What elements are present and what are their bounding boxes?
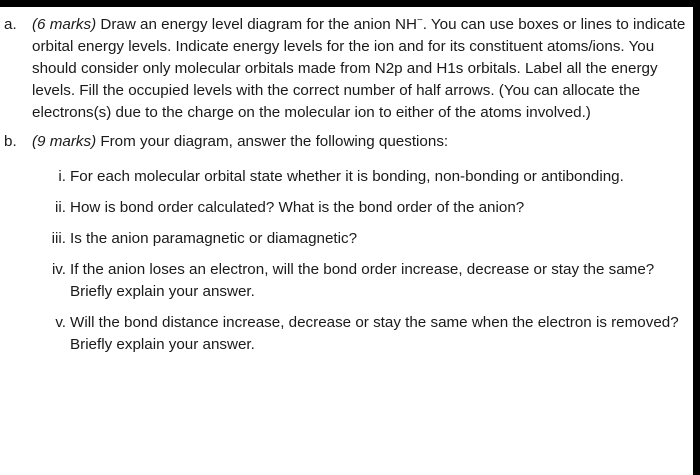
question-b [0, 131, 690, 153]
subquestion-label: ii. [55, 199, 66, 216]
question-document [0, 14, 690, 366]
question-b-text [32, 131, 690, 153]
subquestion-text: For each molecular orbital state whether it is bonding, non-bonding or antibonding. [70, 168, 624, 185]
subquestion-label: v. [55, 314, 66, 331]
question-a-text-before-ion: Draw an energy level diagram for the anion NH [96, 16, 417, 33]
subquestion-i [0, 166, 690, 188]
right-border [693, 0, 700, 475]
subquestion-label: iv. [51, 261, 66, 278]
subquestion-text: If the anion loses an electron, will the bond order increase, decrease or stay the same? Briefly explain your answer. [70, 261, 655, 300]
question-b-intro: From your diagram, answer the following questions: [96, 133, 449, 150]
question-a-text-after-ion: . You can use boxes or lines to indicate orbital energy levels. Indicate energy levels for the ion and for its constituent atoms/ions. You should consider only molecular orbitals made from N2p and H1s orbitals. Label all the energy levels. Fill the occupied levels with the correct number of half arrows. (You can allocate the electrons(s) due to the charge on the molecular ion to either of the atoms involved.) [32, 16, 686, 121]
subquestion-label: iii. [51, 230, 66, 247]
question-a-marks: (6 marks) [32, 16, 97, 33]
subquestion-iv [0, 259, 690, 303]
top-border [0, 0, 700, 7]
subquestion-text: How is bond order calculated? What is the bond order of the anion? [70, 199, 525, 216]
question-a-text [32, 14, 690, 124]
subquestion-v [0, 312, 690, 356]
question-b-marks: (9 marks) [32, 133, 97, 150]
subquestion-text: Is the anion paramagnetic or diamagnetic? [70, 230, 358, 247]
subquestion-text: Will the bond distance increase, decrease or stay the same when the electron is removed? Briefly explain your answer. [70, 314, 679, 353]
subquestion-ii [0, 197, 690, 219]
question-b-subquestions [0, 166, 690, 356]
question-a [0, 14, 690, 124]
ion-charge: − [416, 14, 423, 26]
question-a-label: a. [4, 16, 17, 33]
question-b-label: b. [4, 133, 17, 150]
subquestion-iii [0, 228, 690, 250]
subquestion-label: i. [58, 168, 66, 185]
